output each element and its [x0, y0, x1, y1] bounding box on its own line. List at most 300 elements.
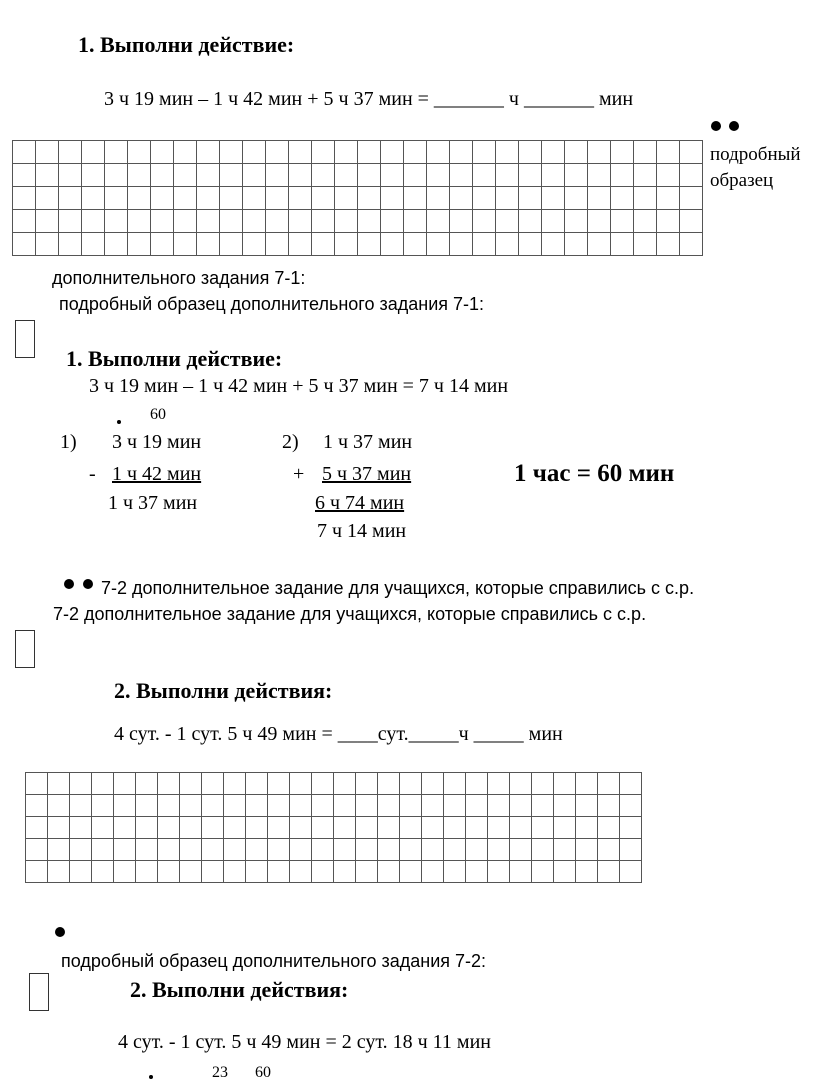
- grid-cell: [197, 141, 220, 164]
- grid-cell: [158, 839, 180, 861]
- grid-cell: [36, 187, 59, 210]
- grid-cell: [450, 210, 473, 233]
- grid-cell: [114, 861, 136, 883]
- grid-cell: [400, 773, 422, 795]
- grid-cell: [400, 795, 422, 817]
- grid-cell: [246, 861, 268, 883]
- grid-cell: [243, 233, 266, 256]
- grid-cell: [466, 861, 488, 883]
- grid-cell: [611, 210, 634, 233]
- grid-cell: [290, 861, 312, 883]
- grid-cell: [473, 164, 496, 187]
- grid-cell: [59, 187, 82, 210]
- grid-cell: [466, 773, 488, 795]
- grid-cell: [634, 164, 657, 187]
- grid-cell: [312, 839, 334, 861]
- grid-cell: [70, 861, 92, 883]
- grid-cell: [312, 773, 334, 795]
- grid-cell: [634, 187, 657, 210]
- grid-cell: [312, 817, 334, 839]
- hour-rule: 1 час = 60 мин: [514, 460, 675, 487]
- grid-cell: [82, 210, 105, 233]
- step1-subtrahend: 1 ч 42 мин: [112, 463, 202, 485]
- grid-cell: [634, 210, 657, 233]
- grid-cell: [26, 861, 48, 883]
- grid-cell: [565, 187, 588, 210]
- grid-cell: [532, 817, 554, 839]
- grid-cell: [158, 817, 180, 839]
- caption-7-2-a: 7-2 дополнительное задание для учащихся, которые справились с с.р.: [101, 578, 695, 598]
- grid-cell: [335, 210, 358, 233]
- grid-cell: [312, 164, 335, 187]
- grid-cell: [202, 795, 224, 817]
- grid-cell: [404, 141, 427, 164]
- grid-cell: [450, 187, 473, 210]
- grid-cell: [289, 141, 312, 164]
- grid-cell: [174, 233, 197, 256]
- grid-cell: [444, 795, 466, 817]
- grid-cell: [496, 187, 519, 210]
- side-note-line1: подробный: [710, 144, 801, 165]
- grid-cell: [136, 795, 158, 817]
- grid-cell: [400, 861, 422, 883]
- grid-cell: [680, 164, 703, 187]
- grid-cell: [488, 773, 510, 795]
- grid-cell: [136, 839, 158, 861]
- grid-cell: [378, 861, 400, 883]
- grid-cell: [444, 773, 466, 795]
- grid-cell: [444, 817, 466, 839]
- grid-cell: [381, 210, 404, 233]
- grid-cell: [266, 187, 289, 210]
- grid-cell: [634, 141, 657, 164]
- grid-cell: [224, 839, 246, 861]
- grid-cell: [290, 839, 312, 861]
- grid-cell: [82, 164, 105, 187]
- grid-cell: [496, 210, 519, 233]
- grid-cell: [427, 164, 450, 187]
- grid-cell: [444, 861, 466, 883]
- grid-cell: [356, 839, 378, 861]
- grid-cell: [565, 233, 588, 256]
- grid-cell: [488, 795, 510, 817]
- grid-cell: [334, 817, 356, 839]
- grid-cell: [202, 773, 224, 795]
- grid-cell: [224, 773, 246, 795]
- caption-7-2-b: 7-2 дополнительное задание для учащихся, которые справились с с.р.: [53, 604, 647, 624]
- grid-cell: [202, 817, 224, 839]
- task2-heading: 2. Выполни действия:: [114, 678, 333, 703]
- grid-cell: [48, 839, 70, 861]
- grid-cell: [114, 817, 136, 839]
- grid-cell: [356, 773, 378, 795]
- grid-cell: [128, 210, 151, 233]
- grid-cell: [532, 773, 554, 795]
- grid-cell: [266, 141, 289, 164]
- grid-cell: [657, 164, 680, 187]
- grid-cell: [519, 233, 542, 256]
- grid-cell: [158, 861, 180, 883]
- grid-cell: [588, 233, 611, 256]
- work-grid-2: [25, 772, 642, 883]
- grid-cell: [634, 233, 657, 256]
- grid-cell: [92, 773, 114, 795]
- grid-cell: [576, 773, 598, 795]
- grid-cell: [510, 839, 532, 861]
- grid-cell: [180, 795, 202, 817]
- grid-cell: [220, 141, 243, 164]
- grid-cell: [598, 861, 620, 883]
- grid-cell: [358, 233, 381, 256]
- grid-cell: [588, 164, 611, 187]
- placeholder-box: [15, 630, 35, 668]
- grid-cell: [266, 164, 289, 187]
- grid-cell: [174, 210, 197, 233]
- grid-cell: [246, 817, 268, 839]
- grid-cell: [466, 817, 488, 839]
- grid-cell: [620, 861, 642, 883]
- grid-cell: [466, 795, 488, 817]
- caption-7-1-a: дополнительного задания 7-1:: [52, 268, 306, 288]
- grid-cell: [243, 164, 266, 187]
- grid-cell: [611, 141, 634, 164]
- borrow-dot-icon: [117, 420, 121, 424]
- grid-cell: [243, 187, 266, 210]
- grid-cell: [246, 773, 268, 795]
- grid-cell: [174, 164, 197, 187]
- grid-cell: [151, 187, 174, 210]
- grid-cell: [576, 839, 598, 861]
- grid-cell: [289, 210, 312, 233]
- caption-7-1-b: подробный образец дополнительного задания 7-1:: [59, 294, 485, 314]
- step1-minuend: 3 ч 19 мин: [112, 431, 202, 453]
- grid-cell: [473, 210, 496, 233]
- grid-cell: [59, 141, 82, 164]
- grid-cell: [598, 795, 620, 817]
- borrow-dot-icon: [149, 1075, 153, 1079]
- grid-cell: [334, 773, 356, 795]
- grid-cell: [378, 773, 400, 795]
- grid-cell: [519, 164, 542, 187]
- grid-cell: [92, 817, 114, 839]
- grid-cell: [496, 141, 519, 164]
- grid-cell: [158, 773, 180, 795]
- grid-cell: [289, 164, 312, 187]
- grid-cell: [680, 233, 703, 256]
- grid-cell: [59, 210, 82, 233]
- grid-cell: [335, 233, 358, 256]
- grid-cell: [358, 187, 381, 210]
- grid-cell: [381, 164, 404, 187]
- grid-cell: [334, 861, 356, 883]
- task2-expression: 4 сут. - 1 сут. 5 ч 49 мин = ____сут._____ч _____ мин: [114, 723, 563, 745]
- grid-cell: [70, 773, 92, 795]
- grid-cell: [128, 187, 151, 210]
- grid-cell: [128, 141, 151, 164]
- grid-cell: [312, 210, 335, 233]
- grid-cell: [13, 210, 36, 233]
- grid-cell: [180, 861, 202, 883]
- grid-cell: [246, 795, 268, 817]
- grid-cell: [565, 164, 588, 187]
- grid-cell: [48, 773, 70, 795]
- grid-cell: [356, 795, 378, 817]
- grid-cell: [657, 187, 680, 210]
- grid-cell: [466, 839, 488, 861]
- task1-heading: 1. Выполни действие:: [78, 32, 295, 57]
- grid-cell: [496, 233, 519, 256]
- grid-cell: [598, 817, 620, 839]
- grid-cell: [657, 233, 680, 256]
- grid-cell: [532, 795, 554, 817]
- grid-cell: [404, 233, 427, 256]
- grid-cell: [220, 233, 243, 256]
- grid-cell: [13, 187, 36, 210]
- step1-result: 1 ч 37 мин: [108, 492, 198, 514]
- grid-cell: [488, 839, 510, 861]
- grid-cell: [542, 187, 565, 210]
- grid-cell: [13, 141, 36, 164]
- grid-cell: [114, 773, 136, 795]
- grid-cell: [427, 210, 450, 233]
- grid-cell: [510, 773, 532, 795]
- grid-cell: [358, 164, 381, 187]
- grid-cell: [174, 141, 197, 164]
- grid-cell: [36, 233, 59, 256]
- grid-cell: [620, 773, 642, 795]
- work-grid-1: [12, 140, 703, 256]
- grid-cell: [378, 795, 400, 817]
- sample2-borrow-a: 23: [212, 1064, 228, 1081]
- grid-cell: [554, 861, 576, 883]
- grid-cell: [312, 233, 335, 256]
- grid-cell: [554, 795, 576, 817]
- grid-cell: [59, 233, 82, 256]
- grid-cell: [519, 187, 542, 210]
- grid-cell: [680, 210, 703, 233]
- grid-cell: [290, 817, 312, 839]
- step2-addend1: 1 ч 37 мин: [323, 431, 413, 453]
- grid-cell: [378, 817, 400, 839]
- grid-cell: [105, 187, 128, 210]
- grid-cell: [312, 187, 335, 210]
- grid-cell: [400, 817, 422, 839]
- grid-cell: [136, 817, 158, 839]
- grid-cell: [70, 839, 92, 861]
- grid-cell: [136, 773, 158, 795]
- grid-cell: [422, 817, 444, 839]
- grid-cell: [620, 795, 642, 817]
- grid-cell: [136, 861, 158, 883]
- grid-cell: [48, 817, 70, 839]
- grid-cell: [542, 233, 565, 256]
- grid-cell: [611, 187, 634, 210]
- grid-cell: [105, 233, 128, 256]
- grid-cell: [422, 839, 444, 861]
- grid-cell: [576, 817, 598, 839]
- grid-cell: [105, 164, 128, 187]
- grid-cell: [356, 817, 378, 839]
- grid-cell: [220, 187, 243, 210]
- grid-cell: [335, 187, 358, 210]
- grid-cell: [427, 233, 450, 256]
- grid-cell: [620, 839, 642, 861]
- step2-result: 7 ч 14 мин: [317, 520, 407, 542]
- grid-cell: [48, 861, 70, 883]
- grid-cell: [542, 141, 565, 164]
- grid-cell: [620, 817, 642, 839]
- grid-cell: [554, 773, 576, 795]
- grid-cell: [680, 187, 703, 210]
- grid-cell: [158, 795, 180, 817]
- grid-cell: [422, 795, 444, 817]
- grid-cell: [151, 233, 174, 256]
- grid-cell: [197, 233, 220, 256]
- step2-operator: +: [293, 463, 305, 485]
- task1-expression: 3 ч 19 мин – 1 ч 42 мин + 5 ч 37 мин = _______ ч _______ мин: [104, 88, 634, 110]
- grid-cell: [576, 795, 598, 817]
- caption-sample2: подробный образец дополнительного задания 7-2:: [61, 951, 487, 971]
- grid-cell: [26, 773, 48, 795]
- sample1-expression: 3 ч 19 мин – 1 ч 42 мин + 5 ч 37 мин = 7 ч 14 мин: [89, 375, 509, 397]
- grid-cell: [576, 861, 598, 883]
- grid-cell: [450, 141, 473, 164]
- grid-cell: [224, 795, 246, 817]
- step2-sum: 6 ч 74 мин: [315, 492, 405, 514]
- grid-cell: [519, 210, 542, 233]
- grid-cell: [105, 141, 128, 164]
- bullet-icon: [64, 579, 74, 589]
- grid-cell: [427, 141, 450, 164]
- grid-cell: [356, 861, 378, 883]
- grid-cell: [444, 839, 466, 861]
- grid-cell: [510, 817, 532, 839]
- grid-cell: [496, 164, 519, 187]
- step2-number: 2): [282, 431, 299, 453]
- grid-cell: [588, 187, 611, 210]
- placeholder-box: [29, 973, 49, 1011]
- grid-cell: [202, 839, 224, 861]
- grid-cell: [243, 210, 266, 233]
- grid-cell: [180, 839, 202, 861]
- sample2-heading: 2. Выполни действия:: [130, 977, 349, 1002]
- grid-cell: [404, 187, 427, 210]
- grid-cell: [13, 233, 36, 256]
- grid-cell: [358, 141, 381, 164]
- grid-cell: [92, 839, 114, 861]
- grid-cell: [197, 164, 220, 187]
- grid-cell: [381, 141, 404, 164]
- grid-cell: [598, 839, 620, 861]
- grid-cell: [334, 839, 356, 861]
- grid-cell: [82, 187, 105, 210]
- grid-cell: [59, 164, 82, 187]
- grid-cell: [268, 773, 290, 795]
- grid-cell: [404, 164, 427, 187]
- grid-cell: [290, 795, 312, 817]
- grid-cell: [70, 795, 92, 817]
- grid-cell: [48, 795, 70, 817]
- grid-cell: [598, 773, 620, 795]
- grid-cell: [542, 210, 565, 233]
- grid-cell: [92, 795, 114, 817]
- step1-number: 1): [60, 431, 77, 453]
- bullet-icon: [83, 579, 93, 589]
- grid-cell: [565, 141, 588, 164]
- grid-cell: [488, 861, 510, 883]
- grid-cell: [105, 210, 128, 233]
- placeholder-box: [15, 320, 35, 358]
- grid-cell: [26, 795, 48, 817]
- sample1-heading: 1. Выполни действие:: [66, 346, 283, 371]
- grid-cell: [26, 839, 48, 861]
- grid-cell: [268, 795, 290, 817]
- grid-cell: [224, 817, 246, 839]
- grid-cell: [128, 233, 151, 256]
- grid-cell: [312, 795, 334, 817]
- grid-cell: [554, 839, 576, 861]
- grid-cell: [422, 773, 444, 795]
- bullet-icon: [55, 927, 65, 937]
- grid-cell: [450, 164, 473, 187]
- grid-cell: [268, 861, 290, 883]
- grid-cell: [381, 233, 404, 256]
- grid-cell: [197, 210, 220, 233]
- grid-cell: [92, 861, 114, 883]
- grid-cell: [174, 187, 197, 210]
- grid-cell: [114, 795, 136, 817]
- grid-cell: [378, 839, 400, 861]
- grid-cell: [519, 141, 542, 164]
- grid-cell: [197, 187, 220, 210]
- grid-cell: [554, 817, 576, 839]
- grid-cell: [13, 164, 36, 187]
- grid-cell: [358, 210, 381, 233]
- grid-cell: [680, 141, 703, 164]
- grid-cell: [611, 164, 634, 187]
- grid-cell: [488, 817, 510, 839]
- grid-cell: [657, 141, 680, 164]
- grid-cell: [335, 141, 358, 164]
- grid-cell: [151, 164, 174, 187]
- step2-addend2: 5 ч 37 мин: [322, 463, 412, 485]
- grid-cell: [36, 141, 59, 164]
- step1-operator: -: [89, 463, 96, 485]
- grid-cell: [202, 861, 224, 883]
- grid-cell: [473, 187, 496, 210]
- grid-cell: [588, 141, 611, 164]
- grid-cell: [82, 233, 105, 256]
- grid-cell: [70, 817, 92, 839]
- grid-cell: [510, 861, 532, 883]
- sample2-expression: 4 сут. - 1 сут. 5 ч 49 мин = 2 сут. 18 ч 11 мин: [118, 1031, 491, 1053]
- bullet-icon: [729, 121, 739, 131]
- grid-cell: [266, 210, 289, 233]
- grid-cell: [220, 210, 243, 233]
- grid-cell: [542, 164, 565, 187]
- grid-cell: [151, 141, 174, 164]
- grid-cell: [473, 141, 496, 164]
- grid-cell: [289, 233, 312, 256]
- grid-cell: [266, 233, 289, 256]
- grid-cell: [114, 839, 136, 861]
- grid-cell: [427, 187, 450, 210]
- grid-cell: [268, 839, 290, 861]
- grid-cell: [404, 210, 427, 233]
- grid-cell: [335, 164, 358, 187]
- grid-cell: [151, 210, 174, 233]
- grid-cell: [180, 773, 202, 795]
